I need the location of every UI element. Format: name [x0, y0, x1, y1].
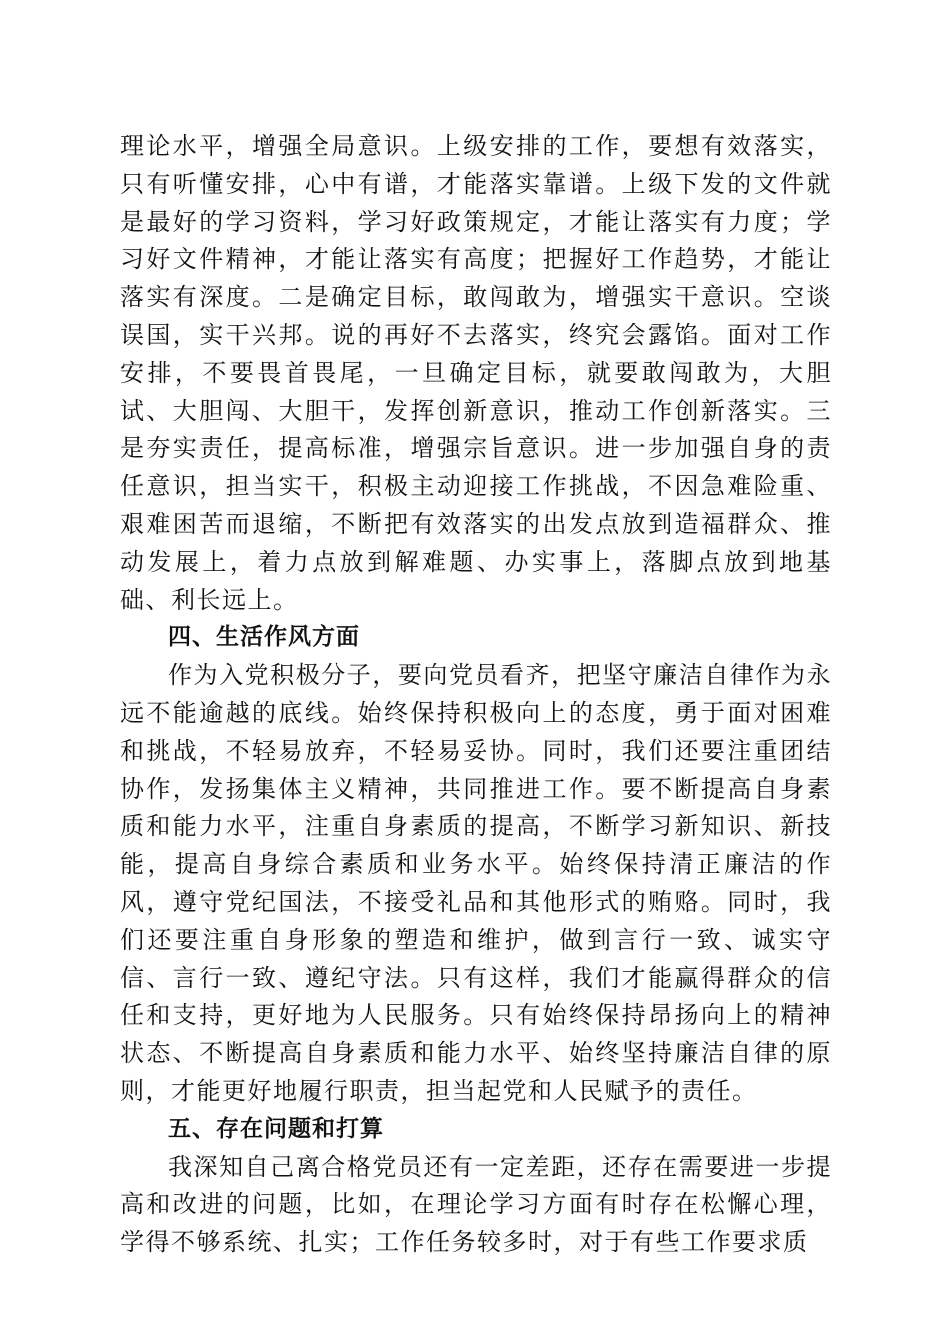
- paragraph-problems-plans: 我深知自己离合格党员还有一定差距，还存在需要进一步提高和改进的问题，比如，在理论学习方面有时存在松懈心理，学得不够系统、扎实；工作任务较多时，对于有些工作要求质: [120, 1152, 832, 1257]
- section-heading-problems-plans: 五、存在问题和打算: [168, 1115, 384, 1142]
- paragraph-work-implementation: 理论水平，增强全局意识。上级安排的工作，要想有效落实，只有听懂安排，心中有谱，才能落实靠谱。上级下发的文件就是最好的学习资料，学习好政策规定，才能让落实有力度；学习好文件精神，才能让落实有高度；把握好工作趋势，才能让落实有深度。二是确定目标，敢闯敢为，增强实干意识。空谈误国，实干兴邦。说的再好不去落实，终究会露馅。面对工作安排，不要畏首畏尾，一旦确定目标，就要敢闯敢为，大胆试、大胆闯、大胆干，发挥创新意识，推动工作创新落实。三是夯实责任，提高标准，增强宗旨意识。进一步加强自身的责任意识，担当实干，积极主动迎接工作挑战，不因急难险重、艰难困苦而退缩，不断把有效落实的出发点放到造福群众、推动发展上，着力点放到解难题、办实事上，落脚点放到地基础、利长远上。: [120, 132, 832, 614]
- section-heading-lifestyle: 四、生活作风方面: [168, 624, 360, 651]
- paragraph-lifestyle: 作为入党积极分子，要向党员看齐，把坚守廉洁自律作为永远不能逾越的底线。始终保持积极向上的态度，勇于面对困难和挑战，不轻易放弃，不轻易妥协。同时，我们还要注重团结协作，发扬集体主义精神，共同推进工作。要不断提高自身素质和能力水平，注重自身素质的提高，不断学习新知识、新技能，提高自身综合素质和业务水平。始终保持清正廉洁的作风，遵守党纪国法，不接受礼品和其他形式的贿赂。同时，我们还要注重自身形象的塑造和维护，做到言行一致、诚实守信、言行一致、遵纪守法。只有这样，我们才能赢得群众的信任和支持，更好地为人民服务。只有始终保持昂扬向上的精神状态、不断提高自身素质和能力水平、始终坚持廉洁自律的原则，才能更好地履行职责，担当起党和人民赋予的责任。: [120, 661, 832, 1105]
- document-page: [120, 128, 832, 1262]
